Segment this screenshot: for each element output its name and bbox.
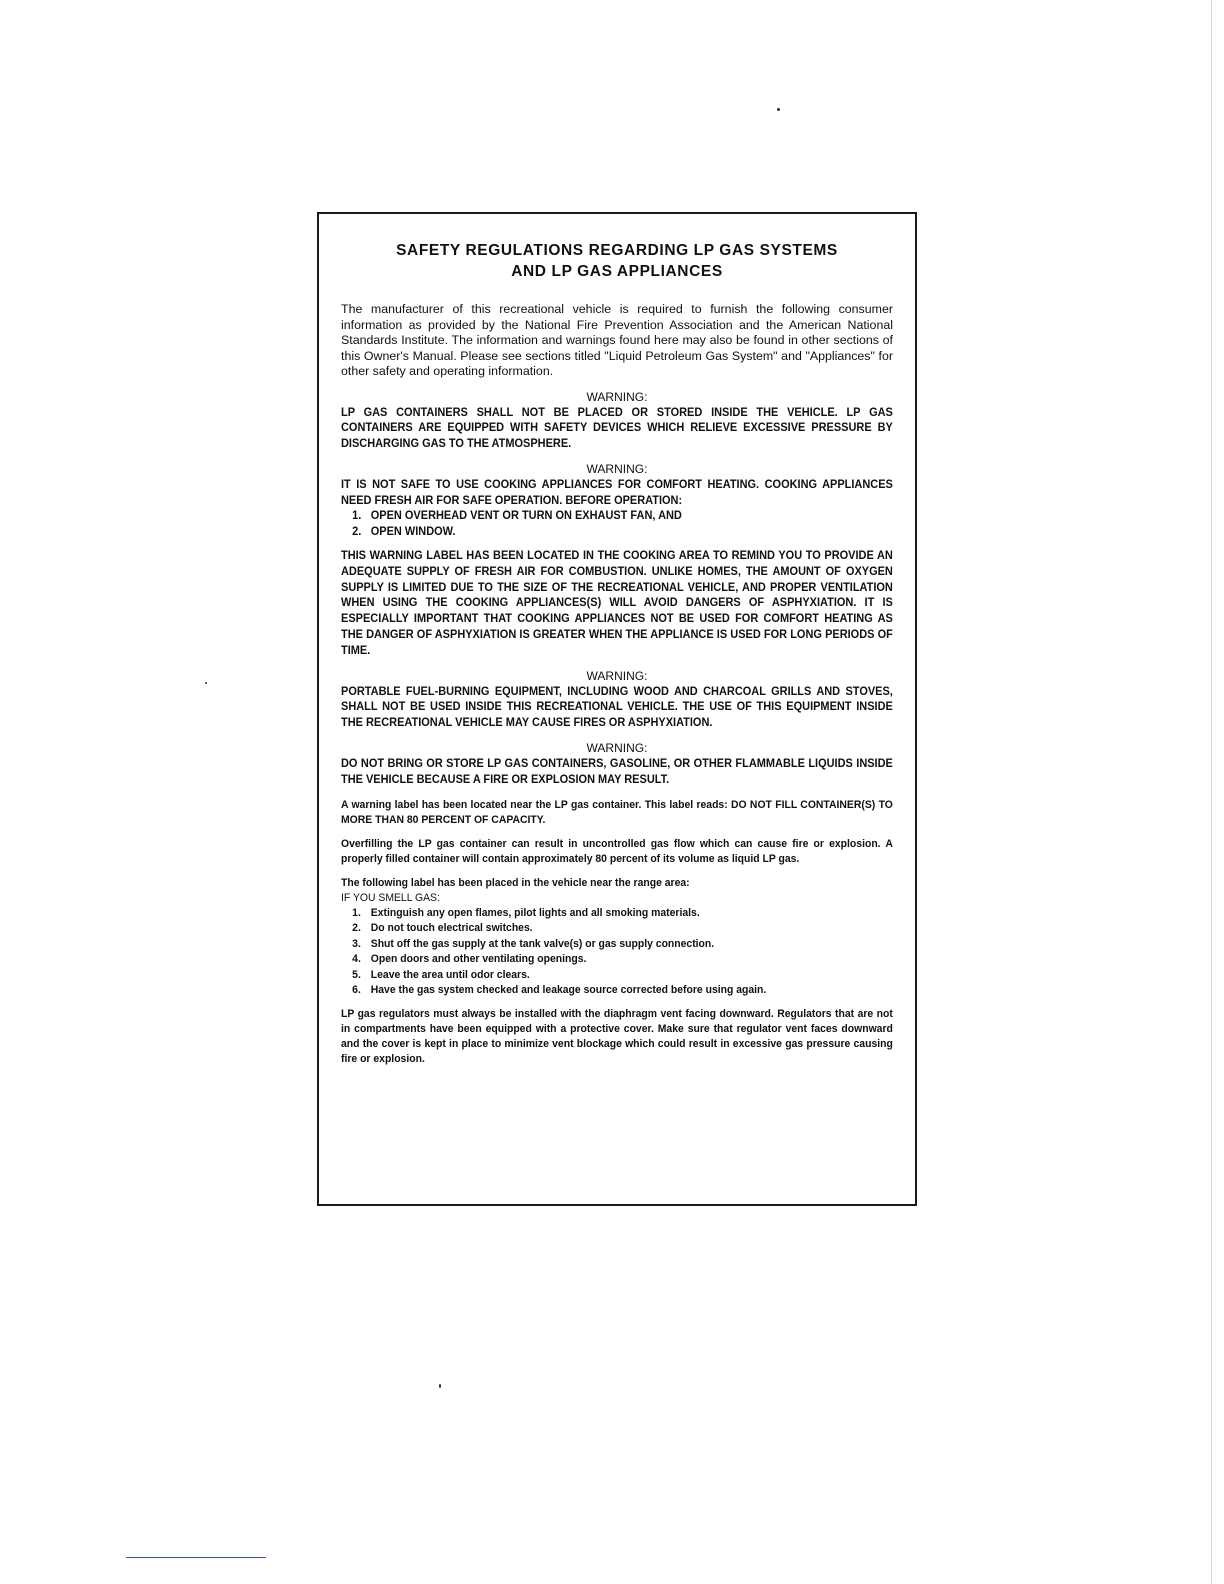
intro-paragraph: The manufacturer of this recreational vehicle is required to furnish the following consumer information as provided by the National Fire Prevention Association and the American National Standards Institute. The information and warnings found here may also be found in other sections of this Owner's Manual. Please see sections titled "Liquid Petroleum Gas System" and "Appliances" for other safety and operating information.	[341, 302, 893, 378]
step-number: 2.	[352, 922, 361, 935]
scan-speck	[777, 108, 780, 111]
step-number: 3.	[352, 937, 361, 950]
step-text: OPEN WINDOW.	[370, 524, 456, 539]
warning-1-text: LP GAS CONTAINERS SHALL NOT BE PLACED OR STORED INSIDE THE VEHICLE. LP GAS CONTAINERS ARE EQUIPPED WITH SAFETY DEVICES WHICH RELIEVE EXCESSIVE PRESSURE BY DISCHARGING GAS TO THE ATMOSPHERE.	[341, 404, 893, 451]
notice-title	[341, 240, 893, 282]
warning-3-text: PORTABLE FUEL-BURNING EQUIPMENT, INCLUDING WOOD AND CHARCOAL GRILLS AND STOVES, SHALL NOT BE USED INSIDE THIS RECREATIONAL VEHICLE. THE USE OF THIS EQUIPMENT INSIDE THE RECREATIONAL VEHICLE MAY CAUSE FIRES OR ASPHYXIATION.	[341, 683, 893, 730]
step-text: Leave the area until odor clears.	[370, 968, 530, 981]
warning-1-heading: WARNING:	[586, 389, 648, 404]
step-text: Open doors and other ventilating openings.	[370, 953, 587, 966]
step-number: 1.	[352, 906, 361, 919]
page-edge-line	[1211, 0, 1212, 1584]
step-text: Have the gas system checked and leakage source corrected before using again.	[370, 984, 767, 997]
smell-gas-heading: IF YOU SMELL GAS:	[341, 891, 440, 904]
step-text: OPEN OVERHEAD VENT OR TURN ON EXHAUST FAN, AND	[370, 508, 682, 523]
ventilation-steps-list	[341, 508, 904, 540]
list-item	[352, 524, 904, 540]
scan-speck	[205, 682, 207, 684]
list-item	[352, 983, 904, 999]
step-number: 4.	[352, 953, 361, 966]
smell-gas-steps-list	[341, 906, 904, 999]
step-number: 2.	[352, 524, 362, 539]
warning-2-text: IT IS NOT SAFE TO USE COOKING APPLIANCES FOR COMFORT HEATING. COOKING APPLIANCES NEED FRESH AIR FOR SAFE OPERATION. BEFORE OPERATION:	[341, 476, 893, 507]
title-line-1: SAFETY REGULATIONS REGARDING LP GAS SYSTEMS	[396, 242, 838, 259]
list-item	[352, 921, 904, 937]
step-number: 1.	[352, 508, 362, 523]
warning-4-heading: WARNING:	[586, 741, 648, 756]
step-number: 6.	[352, 984, 361, 997]
safety-notice-panel	[317, 212, 917, 1206]
scan-speck	[439, 1384, 441, 1388]
step-text: Do not touch electrical switches.	[370, 922, 533, 935]
range-label-intro: The following label has been placed in the vehicle near the range area:	[341, 876, 690, 889]
footer-rule	[126, 1557, 266, 1558]
step-text: Extinguish any open flames, pilot lights and all smoking materials.	[370, 906, 700, 919]
list-item	[352, 952, 904, 968]
container-label-paragraph: A warning label has been located near the LP gas container. This label reads: DO NOT FILL CONTAINER(S) TO MORE THAN 80 PERCENT OF CAPACITY.	[341, 798, 893, 826]
step-text: Shut off the gas supply at the tank valve(s) or gas supply connection.	[370, 937, 715, 950]
step-number: 5.	[352, 968, 361, 981]
warning-4-text: DO NOT BRING OR STORE LP GAS CONTAINERS, GASOLINE, OR OTHER FLAMMABLE LIQUIDS INSIDE THE VEHICLE BECAUSE A FIRE OR EXPLOSION MAY RESULT.	[341, 756, 893, 786]
overfill-paragraph: Overfilling the LP gas container can result in uncontrolled gas flow which can cause fire or explosion. A properly filled container will contain approximately 80 percent of its volume as liquid LP gas.	[341, 837, 893, 865]
list-item	[352, 937, 904, 953]
list-item	[352, 508, 904, 524]
list-item	[352, 906, 904, 922]
cooking-label-paragraph: THIS WARNING LABEL HAS BEEN LOCATED IN THE COOKING AREA TO REMIND YOU TO PROVIDE AN ADEQUATE SUPPLY OF FRESH AIR FOR COMBUSTION. UNLIKE HOMES, THE AMOUNT OF OXYGEN SUPPLY IS LIMITED DUE TO THE SIZE OF THE RECREATIONAL VEHICLE, AND PROPER VENTILATION WHEN USING THE COOKING APPLIANCES(S) WILL AVOID DANGERS OF ASPHYXIATION. IT IS ESPECIALLY IMPORTANT THAT COOKING APPLIANCES NOT BE USED FOR COMFORT HEATING AS THE DANGER OF ASPHYXIATION IS GREATER WHEN THE APPLIANCE IS USED FOR LONG PERIODS OF TIME.	[341, 548, 893, 657]
title-line-2: AND LP GAS APPLIANCES	[511, 263, 723, 280]
regulators-paragraph: LP gas regulators must always be installed with the diaphragm vent facing downward. Regulators that are not in compartments have been equipped with a protective cover. Make sure that regulator vent faces downward and the cover is kept in place to minimize vent blockage which could result in excessive gas pressure causing fire or explosion.	[341, 1007, 893, 1065]
warning-2-heading: WARNING:	[586, 461, 648, 476]
warning-3-heading: WARNING:	[586, 668, 648, 683]
list-item	[352, 968, 904, 984]
